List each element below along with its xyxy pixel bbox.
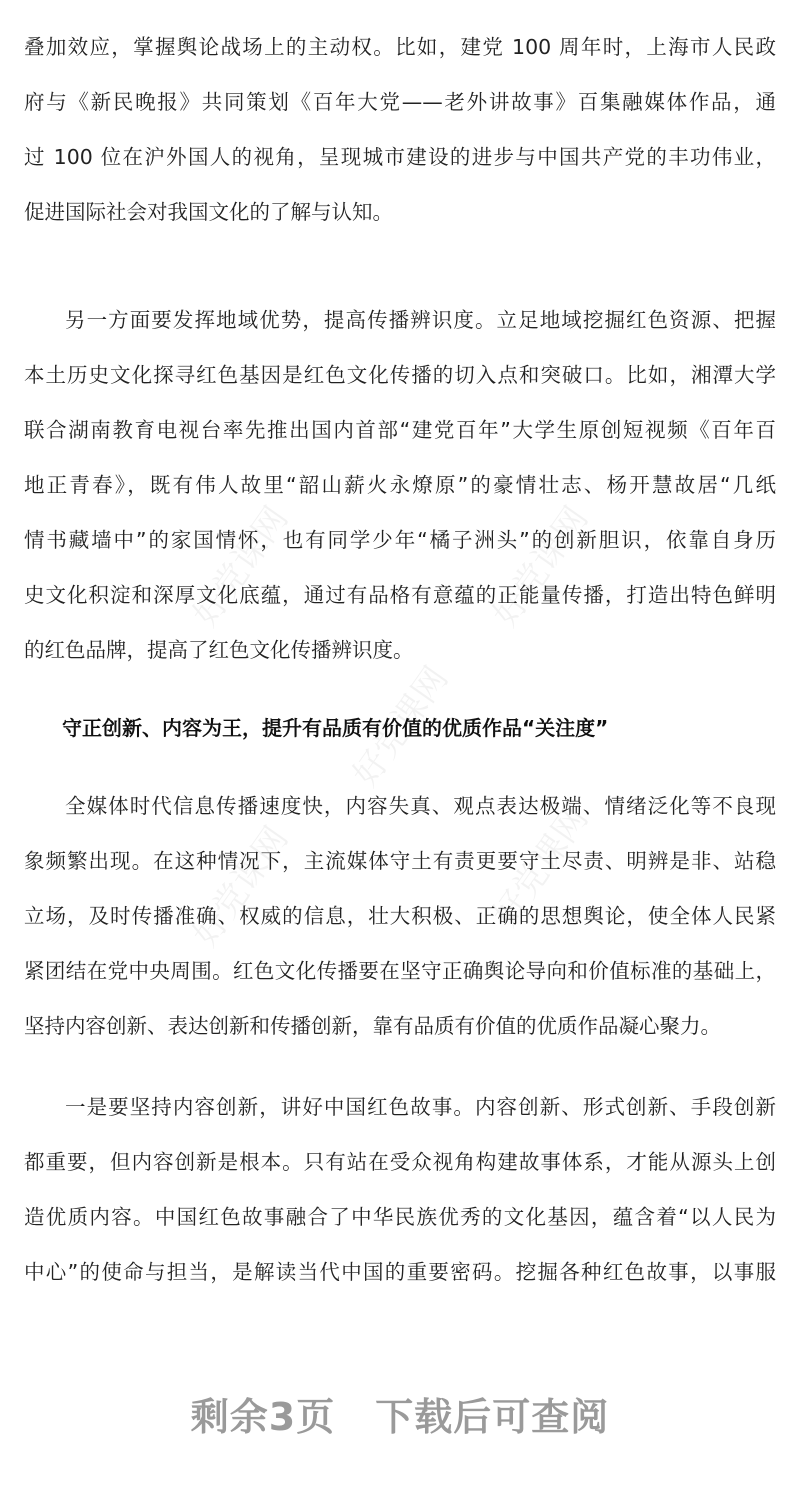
- paragraph: [24, 20, 776, 240]
- text-line: 全媒体时代信息传播速度快，内容失真、观点表达极端、情绪泛化等不良现: [65, 794, 776, 818]
- text-line: 联合湖南教育电视台率先推出国内首部“建党百年”大学生原创短视频《百年百: [24, 418, 776, 442]
- text-line: 府与《新民晚报》共同策划《百年大党——老外讲故事》百集融媒体作品，通: [24, 90, 776, 114]
- paragraph: [24, 293, 776, 678]
- section-heading: 守正创新、内容为王，提升有品质有价值的优质作品“关注度”: [62, 716, 609, 740]
- text-line: 史文化积淀和深厚文化底蕴，通过有品格有意蕴的正能量传播，打造出特色鲜明: [24, 583, 776, 607]
- text-line: 本土历史文化探寻红色基因是红色文化传播的切入点和突破口。比如，湘潭大学: [24, 363, 776, 387]
- text-line: 象频繁出现。在这种情况下，主流媒体守土有责更要守土尽责、明辨是非、站稳: [24, 849, 776, 873]
- watermark: 好党课网: [485, 499, 597, 634]
- paragraph: [24, 779, 776, 1054]
- text-line: 过 100 位在沪外国人的视角，呈现城市建设的进步与中国共产党的丰功伟业，: [24, 145, 776, 169]
- text-line: 情书藏墙中”的家国情怀，也有同学少年“橘子洲头”的创新胆识，依靠自身历: [24, 528, 776, 552]
- text-line: 立场，及时传播准确、权威的信息，壮大积极、正确的思想舆论，使全体人民紧: [24, 904, 776, 928]
- download-prompt[interactable]: [0, 1386, 800, 1441]
- text-line: 叠加效应，掌握舆论战场上的主动权。比如，建党 100 周年时，上海市人民政: [24, 35, 776, 59]
- watermark: 好党课网: [485, 799, 597, 934]
- text-line: 另一方面要发挥地域优势，提高传播辨识度。立足地域挖掘红色资源、把握: [65, 308, 776, 332]
- document-body: [24, 20, 776, 1300]
- paragraph: [24, 1080, 776, 1300]
- text-line: 紧团结在党中央周围。红色文化传播要在坚守正确舆论导向和价值标准的基础上，: [24, 959, 776, 983]
- text-line: 促进国际社会对我国文化的了解与认知。: [24, 200, 393, 224]
- text-line: 都重要，但内容创新是根本。只有站在受众视角构建故事体系，才能从源头上创: [24, 1150, 776, 1174]
- text-line: 一是要坚持内容创新，讲好中国红色故事。内容创新、形式创新、手段创新: [65, 1095, 776, 1119]
- text-line: 中心”的使命与担当，是解读当代中国的重要密码。挖掘各种红色故事，以事服: [24, 1260, 776, 1284]
- download-to-view-label[interactable]: 下载后可查阅: [375, 1395, 610, 1439]
- text-line: 坚持内容创新、表达创新和传播创新，靠有品质有价值的优质作品凝心聚力。: [24, 1014, 721, 1038]
- text-line: 造优质内容。中国红色故事融合了中华民族优秀的文化基因，蕴含着“以人民为: [24, 1205, 776, 1229]
- watermark: 好党课网: [345, 659, 457, 794]
- remaining-pages-label: 剩余3页: [190, 1395, 336, 1439]
- watermark: 好党课网: [185, 499, 297, 634]
- watermark: 好党课网: [185, 819, 297, 954]
- text-line: 的红色品牌，提高了红色文化传播辨识度。: [24, 638, 414, 662]
- text-line: 地正青春》，既有伟人故里“韶山薪火永燎原”的豪情壮志、杨开慧故居“几纸: [24, 473, 776, 497]
